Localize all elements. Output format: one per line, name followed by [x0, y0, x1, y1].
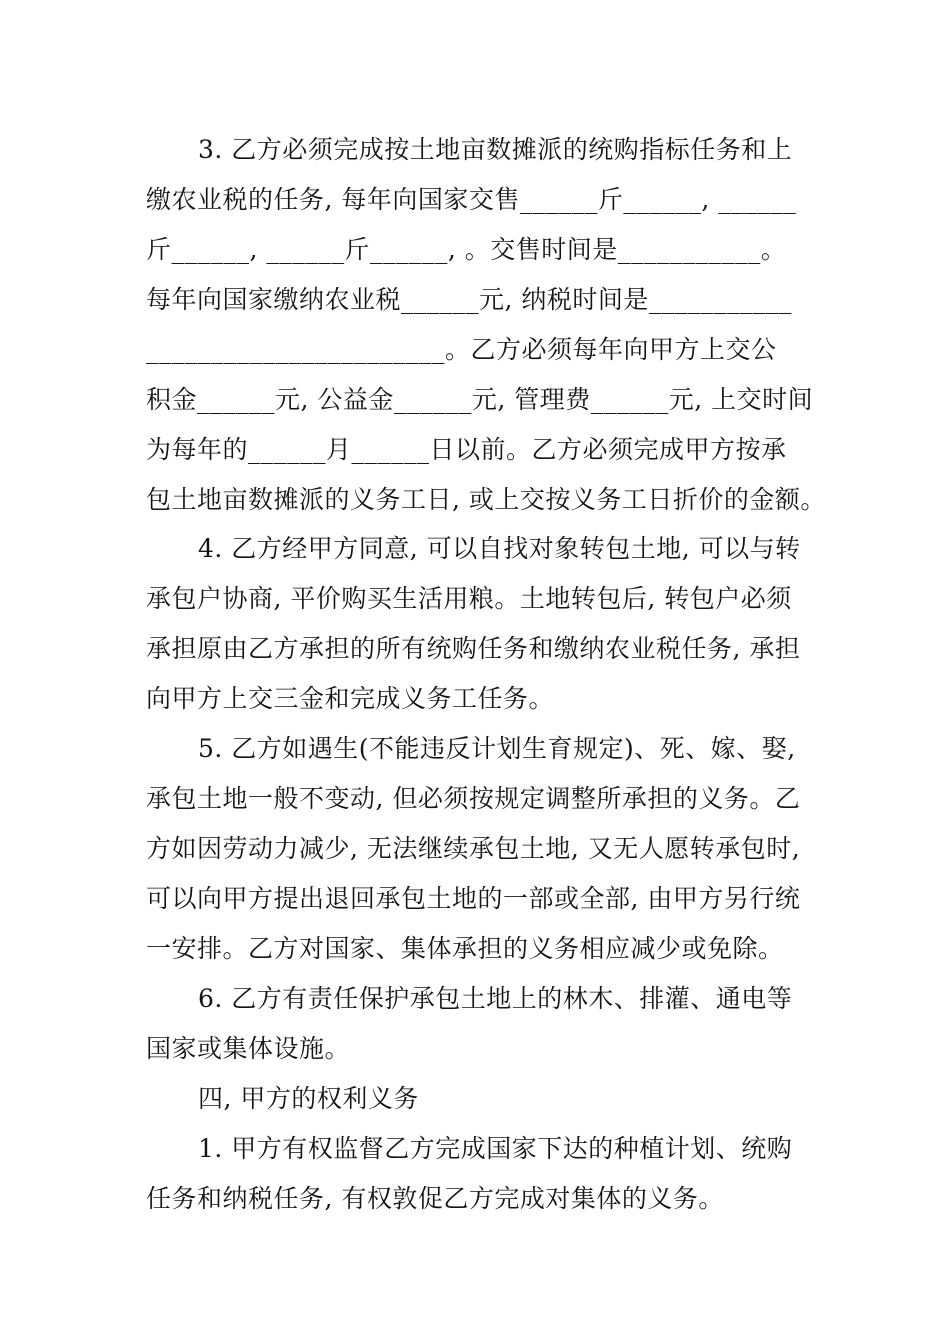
paragraph-4-line-4: 向甲方上交三金和完成义务工任务。 — [146, 684, 555, 713]
paragraph-5-line-3: 方如因劳动力减少, 无法继续承包土地, 又无人愿转承包时, — [146, 834, 801, 863]
section-heading: 四, 甲方的权利义务 — [198, 1084, 419, 1113]
section-item-1-line-1: 1. 甲方有权监督乙方完成国家下达的种植计划、统购 — [198, 1134, 793, 1163]
paragraph-3-line-7: 为每年的______月______日以前。乙方必须完成甲方按承 — [146, 435, 787, 464]
paragraph-4-line-3: 承担原由乙方承担的所有统购任务和缴纳农业税任务, 承担 — [146, 634, 801, 663]
paragraph-4-line-1: 4. 乙方经甲方同意, 可以自找对象转包土地, 可以与转 — [198, 534, 801, 563]
section-item-1-line-2: 任务和纳税任务, 有权敦促乙方完成对集体的义务。 — [146, 1184, 724, 1213]
paragraph-6-line-2: 国家或集体设施。 — [146, 1034, 351, 1063]
paragraph-3-line-5: _______________________。乙方必须每年向甲方上交公 — [146, 335, 777, 364]
paragraph-3-line-2: 缴农业税的任务, 每年向国家交售______斤______, ______ — [146, 185, 797, 214]
paragraph-5-line-4: 可以向甲方提出退回承包土地的一部或全部, 由甲方另行统 — [146, 884, 801, 913]
paragraph-3-line-4: 每年向国家缴纳农业税______元, 纳税时间是___________ — [146, 285, 792, 314]
paragraph-5-line-2: 承包土地一般不变动, 但必须按规定调整所承担的义务。乙 — [146, 784, 801, 813]
paragraph-3-line-8: 包土地亩数摊派的义务工日, 或上交按义务工日折价的金额。 — [146, 485, 826, 514]
paragraph-3-line-3: 斤______, ______斤______, 。交售时间是___________。 — [146, 235, 787, 264]
paragraph-3-line-6: 积金______元, 公益金______元, 管理费______元, 上交时间 — [146, 385, 814, 414]
paragraph-6-line-1: 6. 乙方有责任保护承包土地上的林木、排灌、通电等 — [198, 984, 793, 1013]
paragraph-4-line-2: 承包户协商, 平价购买生活用粮。土地转包后, 转包户必须 — [146, 584, 792, 613]
paragraph-3-line-1: 3. 乙方必须完成按土地亩数摊派的统购指标任务和上 — [198, 135, 793, 164]
paragraph-5-line-1: 5. 乙方如遇生(不能违反计划生育规定)、死、嫁、娶, — [198, 734, 796, 763]
paragraph-5-line-5: 一安排。乙方对国家、集体承担的义务相应减少或免除。 — [146, 934, 784, 963]
